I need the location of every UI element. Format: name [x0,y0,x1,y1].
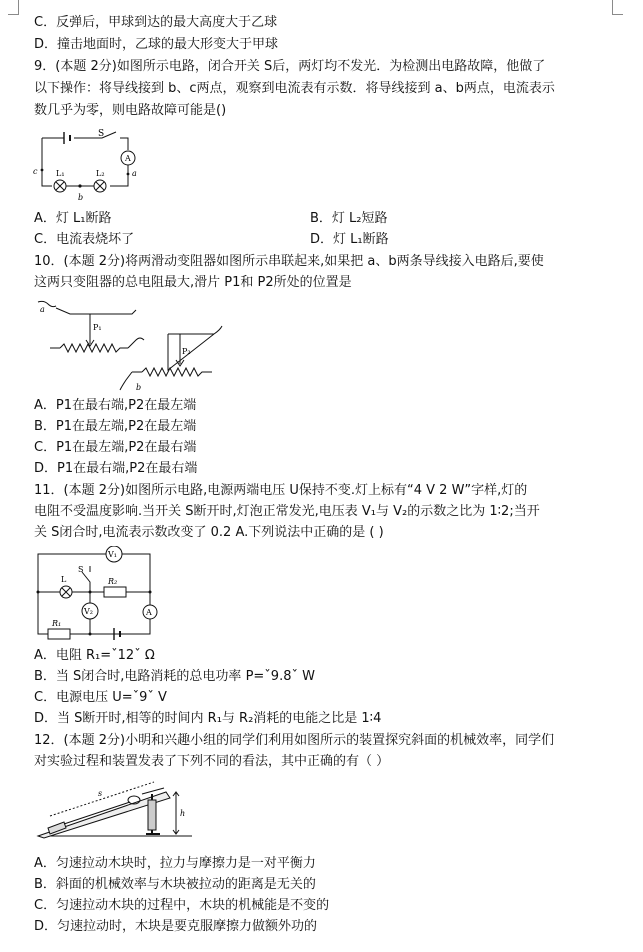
q10-option-d: D．P1在最右端,P2在最右端 [34,461,198,476]
q9-label-c: c [33,167,38,176]
q9-circuit-figure [30,126,150,206]
corner-mark-top-right [612,0,623,15]
q11-label-v2: V₂ [84,607,93,616]
q9-stem-line-2: 以下操作：将导线接到 b、c两点，观察到电流表有示数．将导线接到 a、b两点，电流表示 [34,81,555,96]
q9-label-l2: L₂ [96,169,105,178]
q11-label-switch: S [78,565,84,574]
q11-label-lamp: L [61,575,67,584]
q10-rheostat-figure [36,296,226,392]
q9-option-c: C．电流表烧坏了 [34,232,135,247]
q12-stem-line-2: 对实验过程和装置发表了下列不同的看法，其中正确的有（ ） [34,754,390,769]
q11-label-r2: R₂ [108,577,118,586]
q10-coil-1 [60,344,128,352]
q11-option-d: D．当 S断开时,相等的时间内 R₁与 R₂消耗的电能之比是 1∶4 [34,711,382,726]
q12-stand-block [148,800,156,830]
q11-option-b: B．当 S闭合时,电路消耗的总电功率 P=ˇ9.8ˇ W [34,669,315,684]
q12-option-c: C．匀速拉动木块的过程中，木块的机械能是不变的 [34,898,330,913]
q9-right-wire [110,165,128,186]
corner-mark-top-left [8,0,19,15]
q12-height-arrow [173,792,179,834]
q10-label-p2: P₂ [182,347,191,356]
q11-label-v1: V₁ [108,550,117,559]
q11-option-a: A．电阻 R₁=ˇ12ˇ Ω [34,648,155,663]
q10-label-p1: P₁ [93,323,102,332]
q12-label-h: h [180,809,186,818]
q11-circuit-figure [30,546,160,642]
q8-option-d: D．撞击地面时，乙球的最大形变大于甲球 [34,37,279,52]
q10-stem-line-2: 这两只变阻器的总电阻最大,滑片 P1和 P2所处的位置是 [34,275,352,290]
q11-label-r1: R₁ [52,619,62,628]
q10-wire-b [120,372,132,390]
q9-stem-line-1: 9．(本题 2分)如图所示电路，闭合开关 S后，两灯均不发光．为检测出电路故障，他做了 [34,59,546,74]
q12-option-a: A．匀速拉动木块时，拉力与摩擦力是一对平衡力 [34,856,316,871]
q11-stem-line-1: 11．(本题 2分)如图所示电路,电源两端电压 U保持不变.灯上标有“4 V 2 W”字样,灯的 [34,483,528,498]
q12-stem-line-1: 12．(本题 2分)小明和兴趣小组的同学们利用如图所示的装置探究斜面的机械效率，同学们 [34,733,555,748]
q10-label-b: b [136,383,142,392]
q9-label-l1: L₁ [56,169,65,178]
q8-option-c: C．反弹后，甲球到达的最大高度大于乙球 [34,15,278,30]
q12-incline-figure [34,776,194,840]
q9-label-b: b [78,193,84,202]
q9-option-d: D．灯 L₁断路 [310,232,389,247]
q12-option-b: B．斜面的机械效率与木块被拉动的距离是无关的 [34,877,316,892]
q11-label-ammeter: A [146,608,152,617]
q10-coil-2 [142,368,212,376]
q10-top-bar-1 [56,308,136,314]
q9-option-a: A．灯 L₁断路 [34,211,112,226]
q11-stem-line-3: 关 S闭合时,电流表示数改变了 0.2 A.下列说法中正确的是 ( ) [34,525,384,540]
q9-label-a: a [132,169,137,178]
q9-left-wire [42,138,52,186]
q12-label-s: s [98,789,103,798]
q10-option-c: C．P1在最左端,P2在最右端 [34,440,197,455]
q10-option-a: A．P1在最右端,P2在最左端 [34,398,197,413]
q9-top-wire [42,132,128,150]
q9-stem-line-3: 数几乎为零，则电路故障可能是() [34,103,227,118]
q11-stem-line-2: 电阻不受温度影响.当开关 S断开时,灯泡正常发光,电压表 V₁与 V₂的示数之比为 1∶2;当开 [34,504,540,519]
q9-label-switch: S [98,129,105,139]
q10-stem-line-1: 10．(本题 2分)将两滑动变阻器如图所示串联起来,如果把 a、b两条导线接入电路后,要使 [34,254,544,269]
q10-option-b: B．P1在最左端,P2在最左端 [34,419,197,434]
q11-resistor-r2 [104,587,126,597]
q12-option-d: D．匀速拉动时，木块是要克服摩擦力做额外功的 [34,919,318,934]
q9-option-b: B．灯 L₂短路 [310,211,388,226]
q9-label-ammeter: A [125,154,131,163]
q11-resistor-r1 [48,629,70,639]
q11-option-c: C．电源电压 U=ˇ9ˇ V [34,690,167,705]
q10-label-a: a [40,305,45,314]
